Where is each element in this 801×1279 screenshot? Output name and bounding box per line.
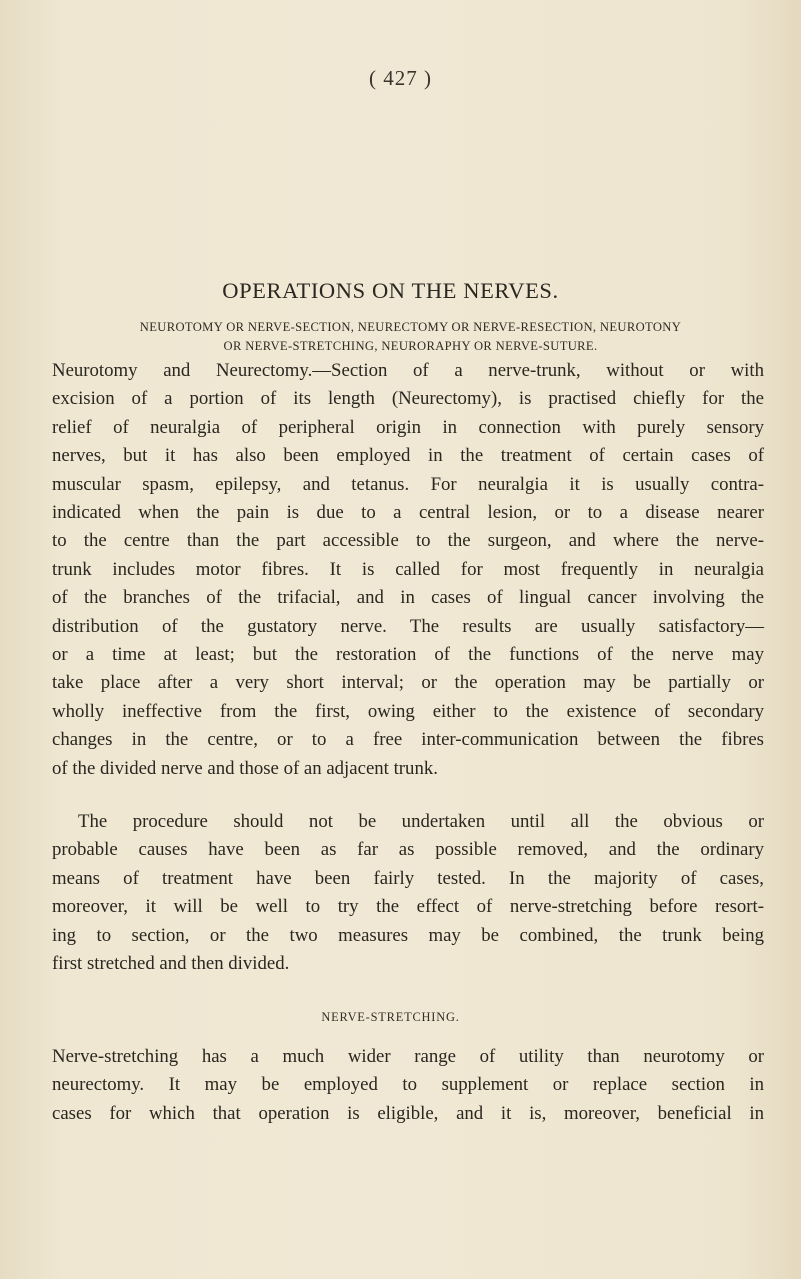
text-line: nerves, but it has also been employed in the treatment of certain cases of bbox=[52, 445, 764, 467]
subheading-line: NEUROTOMY OR NERVE-SECTION, NEURECTOMY OR NERVE-RESECTION, NEUROTONY bbox=[139, 320, 682, 334]
text-line: to the centre than the part accessible to the surgeon, and where the nerve- bbox=[52, 530, 764, 552]
text-line: take place after a very short interval; or the operation may be partially or bbox=[52, 672, 764, 694]
text-line: first stretched and then divided. bbox=[52, 953, 290, 975]
text-line: wholly ineffective from the first, owing either to the existence of secondary bbox=[52, 700, 764, 722]
paragraph-neurotomy bbox=[52, 357, 764, 783]
chapter-title: OPERATIONS ON THE NERVES. bbox=[222, 278, 559, 303]
text-line: The procedure should not be undertaken until all the obvious or bbox=[78, 811, 764, 832]
text-line: or a time at least; but the restoration of the functions of the nerve may bbox=[52, 644, 764, 666]
text-line: ing to section, or the two measures may be combined, the trunk being bbox=[52, 924, 764, 946]
text-line: probable causes have been as far as possible removed, and the ordinary bbox=[52, 839, 764, 861]
text-line: relief of neuralgia of peripheral origin in connection with purely sensory bbox=[52, 416, 764, 438]
text-line: trunk includes motor fibres. It is called for most frequently in neuralgia bbox=[52, 558, 764, 580]
page-number: ( 427 ) bbox=[369, 66, 432, 90]
paragraph-procedure bbox=[52, 808, 764, 978]
text-line: Nerve-stretching has a much wider range of utility than neurotomy or bbox=[52, 1046, 764, 1067]
text-line: changes in the centre, or to a free inter-communication between the fibres bbox=[52, 729, 764, 751]
text-line: indicated when the pain is due to a central lesion, or to a disease nearer bbox=[52, 502, 764, 524]
text-line: distribution of the gustatory nerve. The results are usually satisfactory— bbox=[52, 615, 764, 637]
section-heading-nerve-stretching: NERVE-STRETCHING. bbox=[321, 1010, 460, 1024]
text-line: of the branches of the trifacial, and in cases of lingual cancer involving the bbox=[52, 587, 764, 609]
text-line: muscular spasm, epilepsy, and tetanus. For neuralgia it is usually contra- bbox=[52, 473, 764, 495]
text-line: means of treatment have been fairly tested. In the majority of cases, bbox=[52, 867, 764, 889]
text-line: moreover, it will be well to try the effect of nerve-stretching before resort- bbox=[52, 896, 764, 918]
text-line: Neurotomy and Neurectomy.—Section of a nerve-trunk, without or with bbox=[52, 360, 764, 381]
text-line: neurectomy. It may be employed to supplement or replace section in bbox=[52, 1074, 764, 1096]
text-line: cases for which that operation is eligible, and it is, moreover, beneficial in bbox=[52, 1102, 764, 1124]
subheading-line: OR NERVE-STRETCHING, NEURORAPHY OR NERVE-SUTURE. bbox=[223, 339, 598, 353]
text-line: of the divided nerve and those of an adjacent trunk. bbox=[52, 757, 438, 779]
chapter-subheading bbox=[58, 318, 763, 356]
paragraph-nerve-stretching bbox=[52, 1043, 764, 1128]
text-line: excision of a portion of its length (Neurectomy), is practised chiefly for the bbox=[52, 388, 764, 410]
